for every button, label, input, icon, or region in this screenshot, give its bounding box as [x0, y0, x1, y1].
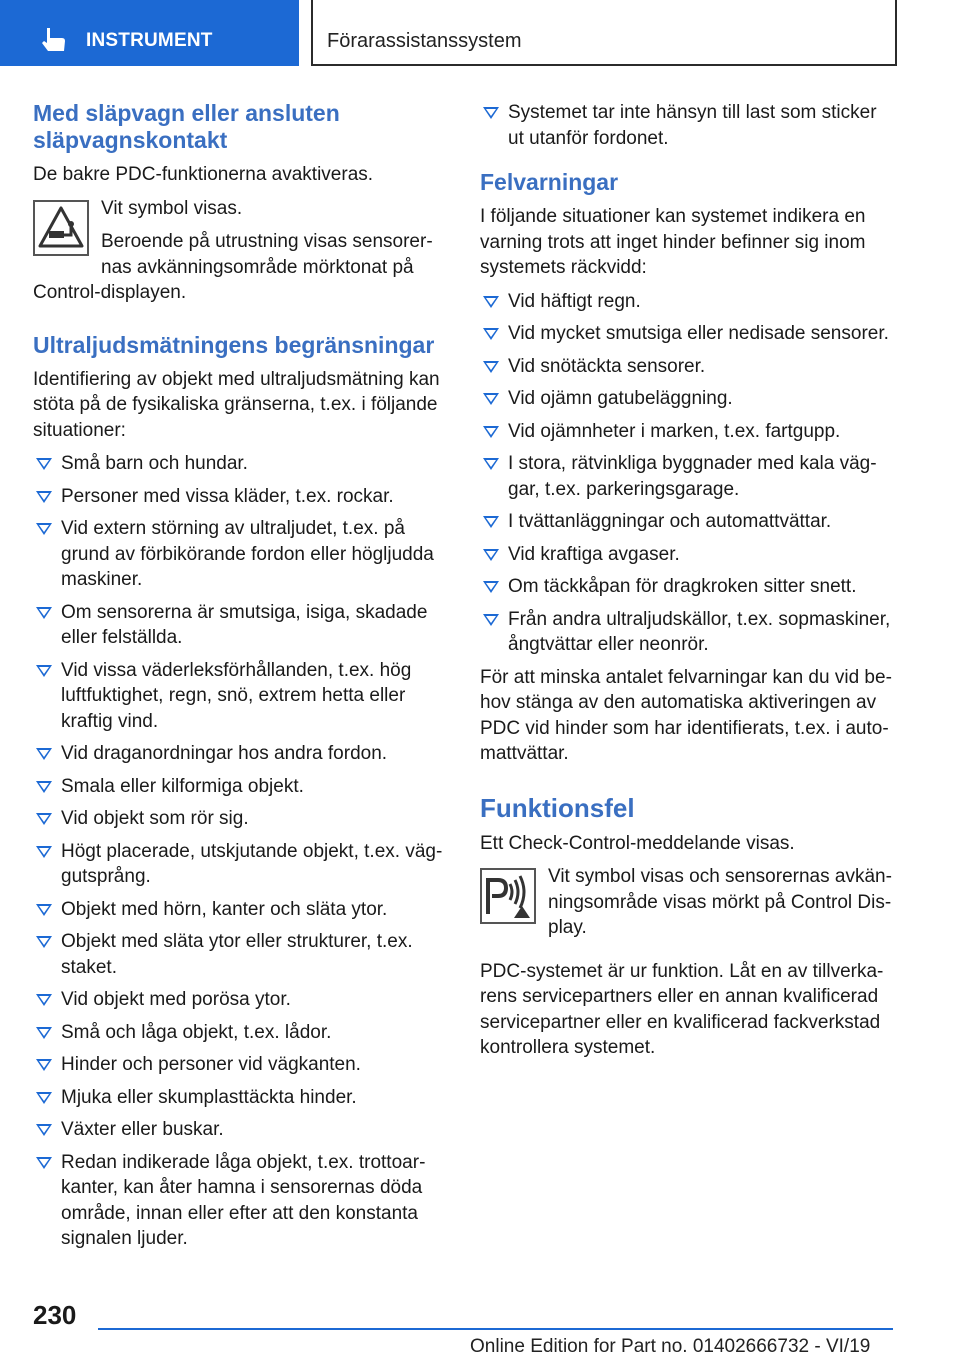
- footer-edition: Online Edition for Part no. 01402666732 - VI/19: [470, 1336, 871, 1357]
- triangle-bullet-icon: [36, 1092, 52, 1104]
- limits-heading: Ultraljudsmätningens begränsningar: [33, 331, 435, 358]
- triangle-bullet-icon: [36, 491, 52, 503]
- list-item: [33, 658, 448, 735]
- triangle-bullet-icon: [483, 296, 499, 308]
- footer-divider: [98, 1328, 893, 1330]
- list-item: [33, 484, 448, 510]
- limits-list: [33, 451, 448, 1252]
- triangle-bullet-icon: [36, 748, 52, 760]
- section-tab-label: INSTRUMENT: [86, 30, 213, 51]
- trailer-icon-text2: Beroende på utrustning visas sensorernas avkänningsområde mörktonat på Control-displayen.: [33, 231, 433, 303]
- triangle-bullet-icon: [36, 994, 52, 1006]
- triangle-bullet-icon: [36, 458, 52, 470]
- park-distance-fault-icon: [480, 868, 536, 924]
- chapter-tab-label: Förarassistanssystem: [327, 30, 522, 52]
- triangle-bullet-icon: [36, 523, 52, 535]
- hand-pointer-icon: [38, 26, 68, 54]
- list-item: [480, 542, 892, 568]
- list-item-text: Vid häftigt regn.: [508, 290, 641, 312]
- triangle-bullet-icon: [483, 426, 499, 438]
- triangle-bullet-icon: [36, 781, 52, 793]
- left-column: [33, 100, 448, 1259]
- list-item-text: Om sensorerna är smutsiga, isiga, skadade eller felställda.: [61, 601, 428, 648]
- triangle-bullet-icon: [483, 614, 499, 626]
- list-item: [480, 509, 892, 535]
- list-item-text: Redan indikerade låga objekt, t.ex. trottoarkanter, kan åter hamna i sensorernas döda område, innan eller efter att den konstanta signalen ljuder.: [61, 1151, 426, 1249]
- list-item: [480, 321, 892, 347]
- triangle-bullet-icon: [36, 665, 52, 677]
- triangle-bullet-icon: [36, 1157, 52, 1169]
- list-item-text: Vid vissa väderleksförhållanden, t.ex. hög luftfuktighet, regn, snö, extrem hetta eller kraftig vind.: [61, 659, 412, 732]
- list-item: [480, 574, 892, 600]
- list-item: [480, 419, 892, 445]
- list-item: [33, 806, 448, 832]
- triangle-bullet-icon: [36, 1059, 52, 1071]
- false-warnings-intro: I följande situationer kan systemet indikera en varning trots att inget hinder befinner sig inom systemets räckvidd:: [480, 206, 866, 278]
- list-item: [33, 451, 448, 477]
- limits-intro: Identifiering av objekt med ultraljudsmätning kan stöta på de fysikaliska gränserna, t.ex. i följande situationer:: [33, 368, 440, 441]
- cont-list: [480, 100, 892, 151]
- list-item-text: Personer med vissa kläder, t.ex. rockar.: [61, 485, 394, 507]
- false-warnings-outro: För att minska antalet felvarningar kan du vid behov stänga av den automatiska aktiveringen av PDC vid hinder som har identifierats, t.ex. i automattvättar.: [480, 666, 892, 764]
- list-item: [480, 289, 892, 315]
- list-item-text: Högt placerade, utskjutande objekt, t.ex. väggutsprång.: [61, 840, 443, 887]
- triangle-bullet-icon: [36, 1027, 52, 1039]
- right-column: [480, 100, 892, 1061]
- triangle-bullet-icon: [483, 581, 499, 593]
- triangle-bullet-icon: [36, 813, 52, 825]
- trailer-icon-block: [33, 196, 448, 306]
- section-tab[interactable]: [0, 0, 299, 66]
- list-item-text: Små barn och hundar.: [61, 453, 248, 474]
- list-item-text: Vid objekt med porösa ytor.: [61, 989, 291, 1010]
- list-item: [33, 839, 448, 890]
- list-item-text: Små och låga objekt, t.ex. lådor.: [61, 1021, 332, 1043]
- list-item-text: Mjuka eller skumplasttäckta hinder.: [61, 1086, 357, 1108]
- list-item: [480, 451, 892, 502]
- list-item: [33, 929, 448, 980]
- triangle-bullet-icon: [483, 107, 499, 119]
- list-item-text: Vid objekt som rör sig.: [61, 808, 249, 829]
- triangle-bullet-icon: [36, 904, 52, 916]
- list-item: [33, 741, 448, 767]
- triangle-bullet-icon: [36, 846, 52, 858]
- list-item: [33, 1052, 448, 1078]
- fault-text: Ett Check-Control-meddelande visas.: [480, 832, 795, 854]
- list-item-text: Om täckkåpan för dragkroken sitter snett.: [508, 576, 857, 597]
- triangle-bullet-icon: [483, 361, 499, 373]
- trailer-warning-icon: [33, 200, 89, 256]
- list-item-text: Vid snötäckta sensorer.: [508, 355, 706, 377]
- trailer-heading: Med släpvagn eller ansluten släpvagnskontakt: [33, 100, 340, 153]
- list-item: [33, 1117, 448, 1143]
- list-item-text: Växter eller buskar.: [61, 1119, 224, 1140]
- list-item-text: I tvättanläggningar och automattvättar.: [508, 511, 832, 532]
- fault-icon-block: [480, 864, 892, 941]
- list-item: [480, 100, 892, 151]
- list-item-text: I stora, rätvinkliga byggnader med kala väggar, t.ex. parkeringsgarage.: [508, 453, 877, 500]
- list-item-text: Vid ojämn gatubeläggning.: [508, 388, 733, 409]
- trailer-text: De bakre PDC-funktionerna avaktiveras.: [33, 164, 374, 185]
- list-item-text: Systemet tar inte hänsyn till last som sticker ut utanför fordonet.: [508, 102, 877, 149]
- list-item: [33, 516, 448, 593]
- list-item: [33, 1085, 448, 1111]
- list-item: [33, 987, 448, 1013]
- list-item: [33, 897, 448, 923]
- page-header: [0, 0, 960, 66]
- list-item-text: Smala eller kilformiga objekt.: [61, 775, 304, 797]
- fault-heading: Funktionsfel: [480, 792, 635, 823]
- page-number: 230: [33, 1300, 77, 1330]
- triangle-bullet-icon: [483, 328, 499, 340]
- false-warnings-list: [480, 289, 892, 658]
- list-item: [480, 354, 892, 380]
- list-item-text: Vid ojämnheter i marken, t.ex. fartgupp.: [508, 420, 841, 442]
- triangle-bullet-icon: [483, 458, 499, 470]
- list-item: [33, 1020, 448, 1046]
- triangle-bullet-icon: [483, 393, 499, 405]
- list-item: [33, 774, 448, 800]
- list-item-text: Hinder och personer vid vägkanten.: [61, 1054, 361, 1075]
- triangle-bullet-icon: [483, 516, 499, 528]
- list-item-text: Vid kraftiga avgaser.: [508, 543, 680, 565]
- list-item: [33, 600, 448, 651]
- list-item: [480, 607, 892, 658]
- chapter-tab[interactable]: [311, 0, 897, 66]
- false-warnings-heading: Felvarningar: [480, 169, 619, 195]
- list-item-text: Vid draganordningar hos andra fordon.: [61, 743, 388, 764]
- fault-icon-text: Vit symbol visas och sensorernas avkänningsområde visas mörkt på Control Display.: [548, 866, 892, 938]
- list-item-text: Objekt med släta ytor eller strukturer, t.ex. staket.: [61, 931, 413, 978]
- list-item: [33, 1150, 448, 1252]
- list-item-text: Från andra ultraljudskällor, t.ex. sopmaskiner, ångtvättar eller neonrör.: [508, 608, 891, 655]
- triangle-bullet-icon: [36, 936, 52, 948]
- triangle-bullet-icon: [36, 1124, 52, 1136]
- list-item-text: Vid extern störning av ultraljudet, t.ex. på grund av förbikörande fordon eller högljudda maskiner.: [61, 518, 434, 590]
- list-item: [480, 386, 892, 412]
- list-item-text: Vid mycket smutsiga eller nedisade sensorer.: [508, 323, 889, 344]
- trailer-icon-text1: Vit symbol visas.: [101, 197, 243, 219]
- triangle-bullet-icon: [36, 607, 52, 619]
- fault-outro: PDC-systemet är ur funktion. Låt en av tillverkarens servicepartners eller en annan kvalificerad servicepartner eller en kvalificerad fackverkstad kontrollera systemet.: [480, 960, 884, 1058]
- triangle-bullet-icon: [483, 549, 499, 561]
- list-item-text: Objekt med hörn, kanter och släta ytor.: [61, 898, 388, 920]
